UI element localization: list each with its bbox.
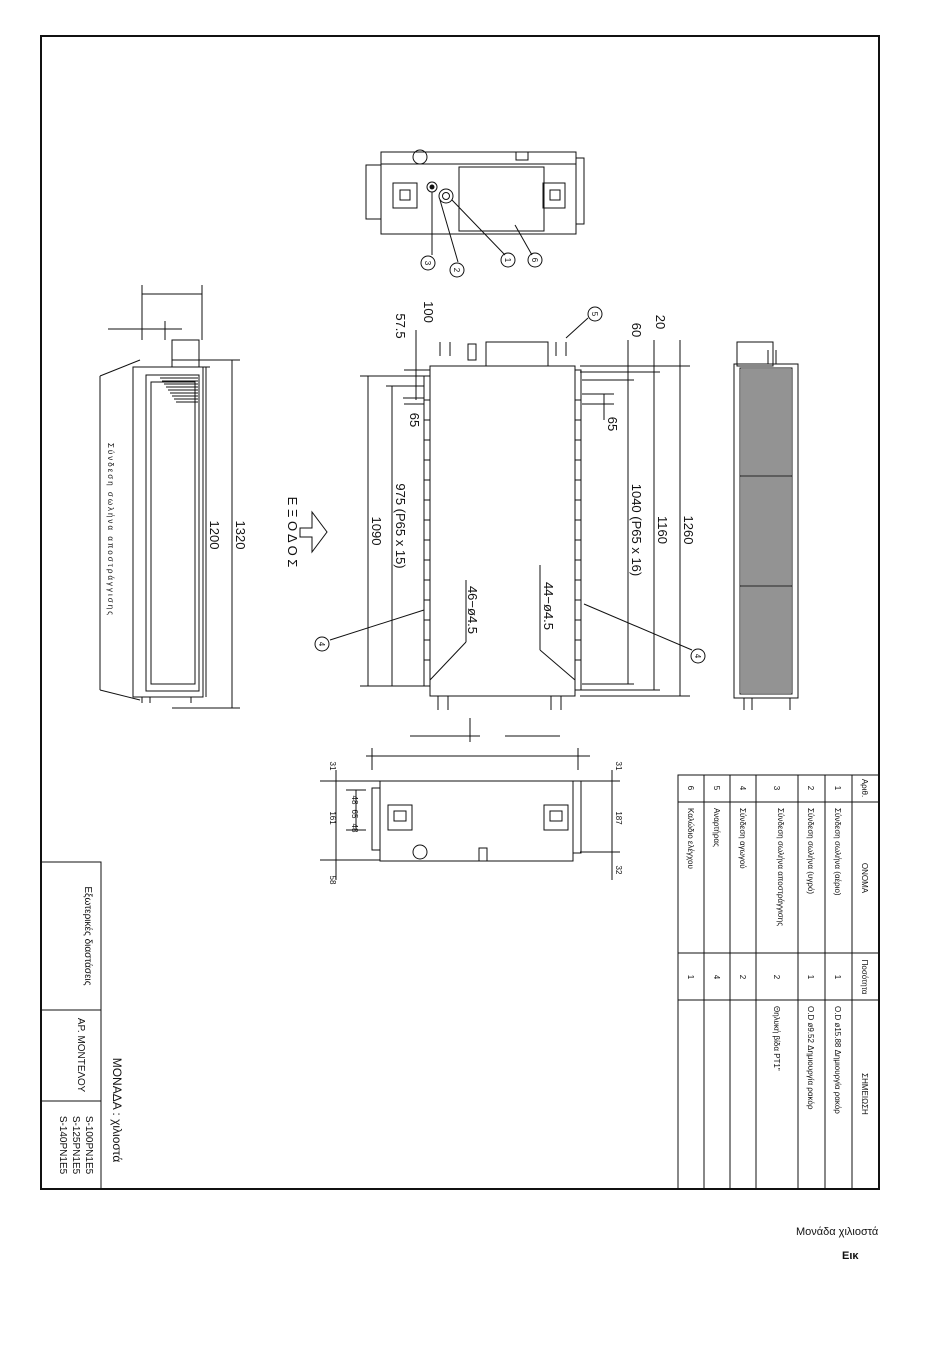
dim-1320: 1320 <box>233 520 248 550</box>
label-drain-hose: Σύνδεση σωλήνα αποστράγγισης <box>106 442 115 618</box>
dim-1260: 1260 <box>681 515 696 545</box>
callout-3: 3 <box>423 260 432 266</box>
dim-161: 161 <box>328 811 337 825</box>
row1-note: O.D ø15.88 Δημιουργία ρακόρ <box>833 1006 842 1114</box>
dim-1200: 1200 <box>207 520 222 550</box>
dim-1160: 1160 <box>655 516 670 544</box>
table-header-num: Αριθ. <box>860 778 869 798</box>
row6-num: 6 <box>686 785 695 791</box>
row2-qty: 1 <box>806 974 815 980</box>
row5-num: 5 <box>712 785 721 791</box>
grille-mesh <box>741 369 791 693</box>
dim-60: 60 <box>629 322 644 338</box>
model-1: S-100PN1E5 <box>83 1115 94 1175</box>
dim-31-right: 31 <box>614 761 623 771</box>
dim-65-left: 65 <box>407 412 422 428</box>
footer-unit: Μονάδα χιλιοστά <box>796 1226 879 1238</box>
dim-57-5: 57.5 <box>393 313 408 339</box>
title-text: Εξωτερικές διαστάσεις <box>82 886 93 986</box>
dim-975: 975 (P65 x 15) <box>393 483 408 569</box>
row1-qty: 1 <box>833 974 842 980</box>
unit-label: ΜΟΝΑΔΑ : χιλιοστά <box>110 1057 124 1163</box>
dim-65-right: 65 <box>605 416 620 432</box>
footer-fig: Εικ <box>842 1250 859 1262</box>
callout-5: 5 <box>590 311 599 317</box>
callout-2: 2 <box>452 267 461 273</box>
row5-name: Αναρτήρας <box>712 808 721 847</box>
dim-1090: 1090 <box>369 516 384 546</box>
row2-name: Σύνδεση σωλήνα (υγρό) <box>806 808 815 894</box>
row1-name: Σύνδεση σωλήνα (αέριο) <box>833 808 842 896</box>
row2-num: 2 <box>806 785 815 791</box>
outlet-arrow-icon <box>300 512 327 552</box>
row2-note: O.D ø9.52 Δημιουργία ρακόρ <box>806 1006 815 1110</box>
dim-20: 20 <box>653 314 668 330</box>
row4-num: 4 <box>738 785 747 791</box>
model-3: S-140PN1E5 <box>57 1115 68 1175</box>
flange-holes <box>424 400 581 660</box>
model-label: ΑΡ. ΜΟΝΤΕΛΟΥ <box>75 1017 86 1093</box>
row5-qty: 4 <box>712 974 721 980</box>
row1-num: 1 <box>833 785 842 791</box>
hole-spec-44: 44−ø4.5 <box>541 581 556 631</box>
dim-65-bottom: 65 <box>350 809 359 819</box>
dim-32: 32 <box>614 865 623 875</box>
row3-num: 3 <box>772 785 781 791</box>
row3-note: Θηλυκή βίδα PT1" <box>772 1006 781 1071</box>
table-header-qty: Ποσότητα <box>860 959 869 995</box>
table-header-note: ΣΗΜΕΙΩΣΗ <box>860 1073 869 1115</box>
side-view-bottom <box>320 748 620 880</box>
label-outlet: Ε Ξ Ο Δ Ο Σ <box>285 496 300 568</box>
dim-1040: 1040 (P65 x 16) <box>629 483 644 577</box>
row3-qty: 2 <box>772 974 781 980</box>
dim-100: 100 <box>421 301 436 323</box>
row4-qty: 2 <box>738 974 747 980</box>
side-view-connections <box>366 150 584 277</box>
row6-name: Καλώδιο ελέγχου <box>686 808 695 869</box>
model-2: S-125PN1E5 <box>70 1115 81 1175</box>
dim-58: 58 <box>328 875 337 885</box>
dim-48-top: 48 <box>350 795 359 805</box>
row6-qty: 1 <box>686 974 695 980</box>
front-view-drain-side <box>100 285 240 708</box>
dim-187: 187 <box>614 811 623 825</box>
row3-name: Σύνδεση σωλήνα αποστράγγισης <box>776 808 785 927</box>
callout-6: 6 <box>530 257 539 263</box>
callout-1: 1 <box>503 257 512 263</box>
row4-name: Σύνδεση αγωγού <box>738 808 747 869</box>
callout-4-left: 4 <box>317 641 326 647</box>
hole-spec-46: 46−ø4.5 <box>465 585 480 635</box>
dim-31-left: 31 <box>328 761 337 771</box>
dim-48-bottom: 48 <box>350 823 359 833</box>
callout-4-right: 4 <box>693 653 702 659</box>
table-header-name: ΟΝΟΜΑ <box>860 862 869 894</box>
